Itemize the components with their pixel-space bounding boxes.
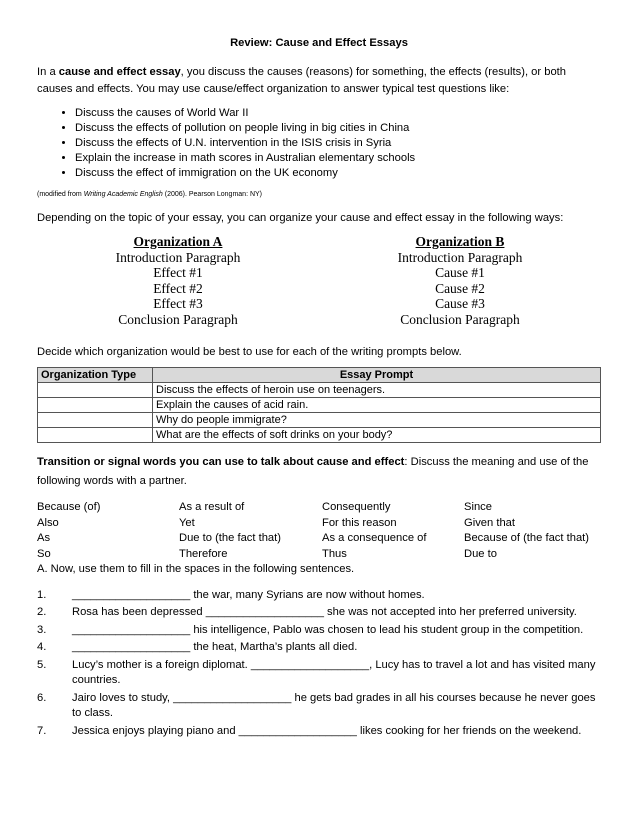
organization-a-line: Effect #2 xyxy=(153,280,203,296)
intro-text: In a xyxy=(37,65,59,78)
organization-a-line: Conclusion Paragraph xyxy=(118,311,238,327)
organization-a-title: Organization A xyxy=(133,234,223,250)
transition-word: Therefore xyxy=(179,547,228,560)
organization-type-cell[interactable] xyxy=(38,398,153,413)
list-item: • Explain the increase in math scores in Australian elementary schools xyxy=(75,151,601,166)
organization-a-line: Introduction Paragraph xyxy=(115,249,241,265)
organization-type-header: Organization Type xyxy=(38,368,153,383)
organization-b-line: Cause #3 xyxy=(435,296,485,312)
transition-instructions: : Discuss the meaning and use of the following words with a partner. xyxy=(37,456,589,488)
intro-text-continued: , you discuss the causes (reasons) for something, the effects (results), or both causes and effects. You may use cause/effect organization to answer typical test questions like: xyxy=(37,65,566,95)
essay-prompt-cell: What are the effects of soft drinks on your body? xyxy=(153,428,601,443)
list-item: • Discuss the causes of World War II xyxy=(75,106,601,121)
essay-prompt-cell: Explain the causes of acid rain. xyxy=(153,398,601,413)
transition-word: Because (of) xyxy=(37,501,101,514)
sentence-text: ___________________ his intelligence, Pablo was chosen to lead his student group in the competition. xyxy=(72,623,584,636)
transition-word: Yet xyxy=(179,516,195,529)
table-instructions: Decide which organization would be best to use for each of the writing prompts below. xyxy=(37,345,462,358)
sentence-text: Lucy’s mother is a foreign diplomat. ___________________, Lucy has to travel a lot and has visited many countries. xyxy=(72,658,596,687)
citation-publisher: (2006). Pearson Longman: NY) xyxy=(162,190,263,198)
list-item xyxy=(37,724,601,740)
intro-bold-term: cause and effect essay xyxy=(58,65,181,78)
sentence-text: Rosa has been depressed ___________________ she was not accepted into her preferred university. xyxy=(72,606,577,619)
citation-text: (modified from xyxy=(37,190,84,198)
essay-prompt-cell: Discuss the effects of heroin use on teenagers. xyxy=(153,383,601,398)
organization-a-line: Effect #1 xyxy=(153,265,203,281)
list-item xyxy=(37,605,601,621)
transition-word: So xyxy=(37,547,51,560)
list-item xyxy=(37,658,601,689)
sentence-number: 7. xyxy=(37,724,47,737)
organization-b-line: Conclusion Paragraph xyxy=(400,311,520,327)
page-title: Review: Cause and Effect Essays xyxy=(230,37,408,49)
sentence-text: Jairo loves to study, ___________________ he gets bad grades in all his courses because he never goes to class. xyxy=(72,691,596,720)
table-row xyxy=(38,413,601,428)
transition-word: Due to (the fact that) xyxy=(179,532,281,545)
sentence-number: 3. xyxy=(37,623,47,636)
organization-b xyxy=(319,234,601,328)
list-item: • Discuss the effects of U.N. intervention in the ISIS crisis in Syria xyxy=(75,136,601,151)
sentence-number: 1. xyxy=(37,588,47,601)
list-item xyxy=(37,623,601,639)
organization-options xyxy=(37,234,601,328)
transition-word: Due to xyxy=(464,547,497,560)
transition-word: Also xyxy=(37,516,59,529)
intro-paragraph xyxy=(37,64,601,98)
sentence-text: Jessica enjoys playing piano and ___________________ likes cooking for her friends on the weekend. xyxy=(72,724,582,737)
sentence-number: 5. xyxy=(37,658,47,671)
essay-prompt-header: Essay Prompt xyxy=(153,368,601,383)
list-item xyxy=(37,588,601,604)
organization-type-cell[interactable] xyxy=(38,413,153,428)
essay-prompt-cell: Why do people immigrate? xyxy=(153,413,601,428)
list-item xyxy=(37,640,601,656)
organization-b-line: Cause #1 xyxy=(435,265,485,281)
citation-book-title: Writing Academic English xyxy=(83,190,163,198)
organization-intro: Depending on the topic of your essay, you can organize your cause and effect essay in the following ways: xyxy=(37,211,564,224)
example-questions-list xyxy=(37,106,601,182)
worksheet xyxy=(37,36,601,741)
transition-word: Because of (the fact that) xyxy=(464,532,589,545)
transition-words-grid xyxy=(37,500,601,562)
transition-word: Thus xyxy=(322,547,347,560)
table-row xyxy=(38,398,601,413)
list-item: • Discuss the effect of immigration on the UK economy xyxy=(75,166,601,181)
list-item: • Discuss the effects of pollution on people living in big cities in China xyxy=(75,121,601,136)
sentence-number: 4. xyxy=(37,641,47,654)
table-row xyxy=(38,383,601,398)
transition-word: As a result of xyxy=(179,501,245,514)
transition-word: Consequently xyxy=(322,501,391,514)
organization-b-title: Organization B xyxy=(415,234,505,250)
sentence-text: ___________________ the heat, Martha’s plants all died. xyxy=(72,641,358,654)
table-header-row xyxy=(38,368,601,383)
sentence-number: 2. xyxy=(37,606,47,619)
transition-word: As xyxy=(37,532,51,545)
organization-prompt-table xyxy=(37,367,601,443)
organization-type-cell[interactable] xyxy=(38,428,153,443)
organization-a-line: Effect #3 xyxy=(153,296,203,312)
organization-a xyxy=(37,234,319,328)
fill-in-sentences xyxy=(37,588,601,740)
organization-b-line: Cause #2 xyxy=(435,280,485,296)
list-item xyxy=(37,691,601,722)
table-row xyxy=(38,428,601,443)
sentence-number: 6. xyxy=(37,691,47,704)
exercise-instructions: A. Now, use them to fill in the spaces in the following sentences. xyxy=(37,563,355,576)
transition-words-intro xyxy=(37,453,601,491)
transition-word: Since xyxy=(464,501,492,514)
sentence-text: ___________________ the war, many Syrians are now without homes. xyxy=(72,588,425,601)
transition-heading: Transition or signal words you can use to talk about cause and effect xyxy=(37,456,405,469)
transition-word: As a consequence of xyxy=(322,532,427,545)
source-citation xyxy=(37,190,601,199)
organization-b-line: Introduction Paragraph xyxy=(397,249,523,265)
organization-type-cell[interactable] xyxy=(38,383,153,398)
transition-word: For this reason xyxy=(322,516,397,529)
transition-word: Given that xyxy=(464,516,515,529)
